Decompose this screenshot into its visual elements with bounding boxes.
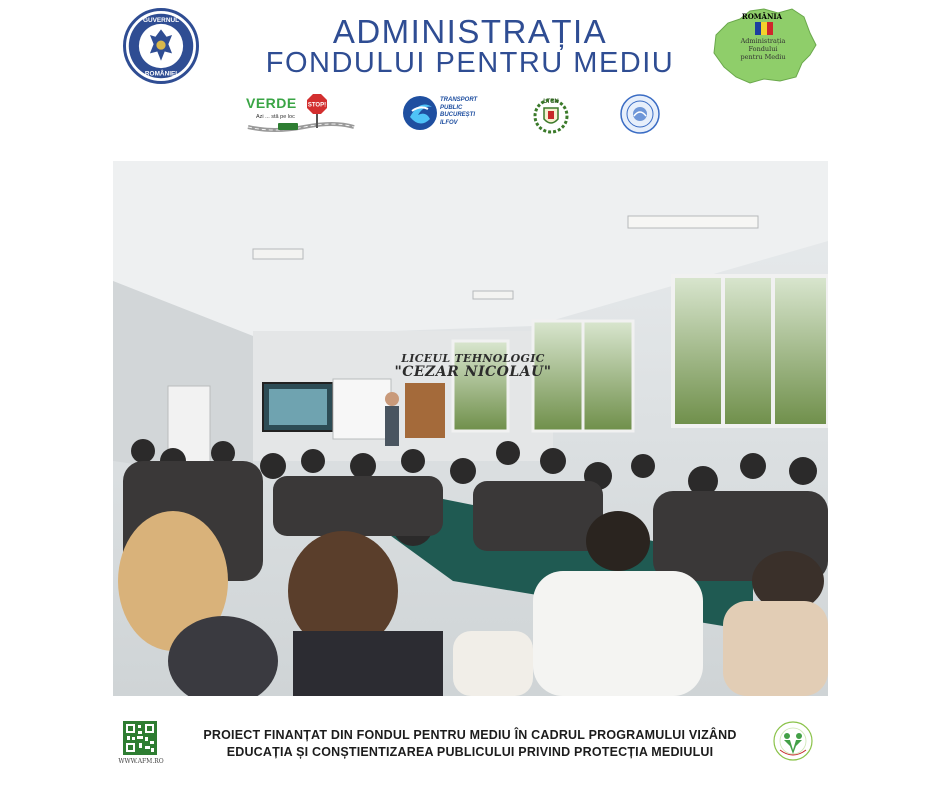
page-title: ADMINISTRAȚIA: [332, 13, 608, 50]
qr-code-icon: [123, 721, 157, 755]
svg-text:LTCN: LTCN: [543, 99, 559, 105]
svg-text:STOP!: STOP!: [307, 102, 327, 109]
school-sign: [373, 352, 573, 380]
afm-label: [728, 37, 798, 61]
tpbi-line: ILFOV: [440, 119, 458, 126]
tpbi-line: TRANSPORT: [440, 97, 478, 103]
government-seal-icon: [123, 8, 199, 84]
tpbi-line: PUBLIC: [440, 104, 463, 111]
classroom-photo: [113, 161, 828, 696]
tpbi-line: BUCUREȘTI: [440, 112, 476, 118]
tpbi-text: [440, 97, 477, 127]
environment-program-logo-icon: [772, 720, 814, 762]
ltcn-crest-icon: [531, 95, 571, 135]
footer-line1: PROIECT FINANȚAT DIN FONDUL PENTRU MEDIU ÎN CADRUL PROGRAMULUI VIZÂND: [203, 728, 737, 742]
school-seal-icon: [620, 94, 660, 134]
svg-text:GUVERNUL: GUVERNUL: [142, 17, 180, 25]
verde-slogan: Azi ... stă pe loc: [256, 114, 295, 120]
afm-label-line: pentru Mediu: [740, 53, 786, 61]
footer-line2: EDUCAȚIA ȘI CONȘTIENTIZAREA PUBLICULUI PRIVIND PROTECȚIA MEDIULUI: [226, 745, 714, 759]
footer-text: [190, 727, 750, 761]
svg-text:ROMÂNIEI: ROMÂNIEI: [144, 70, 178, 78]
page-subtitle: FONDULUI PENTRU MEDIU: [265, 47, 675, 79]
qr-url: WWW.AFM.RO: [118, 758, 164, 765]
school-sign-line1: LICEUL TEHNOLOGIC: [401, 352, 545, 365]
afm-label-line: Administrația: [740, 37, 786, 45]
tpbi-logo-icon: [402, 95, 438, 131]
afm-country-label: ROMÂNIA: [741, 12, 783, 21]
romanian-flag-icon: [755, 22, 773, 35]
stop-sign-icon: [306, 93, 328, 115]
afm-label-line: Fondului: [748, 45, 778, 53]
verde-word: VERDE: [246, 95, 297, 111]
school-sign-line2: "CEZAR NICOLAU": [394, 364, 552, 380]
